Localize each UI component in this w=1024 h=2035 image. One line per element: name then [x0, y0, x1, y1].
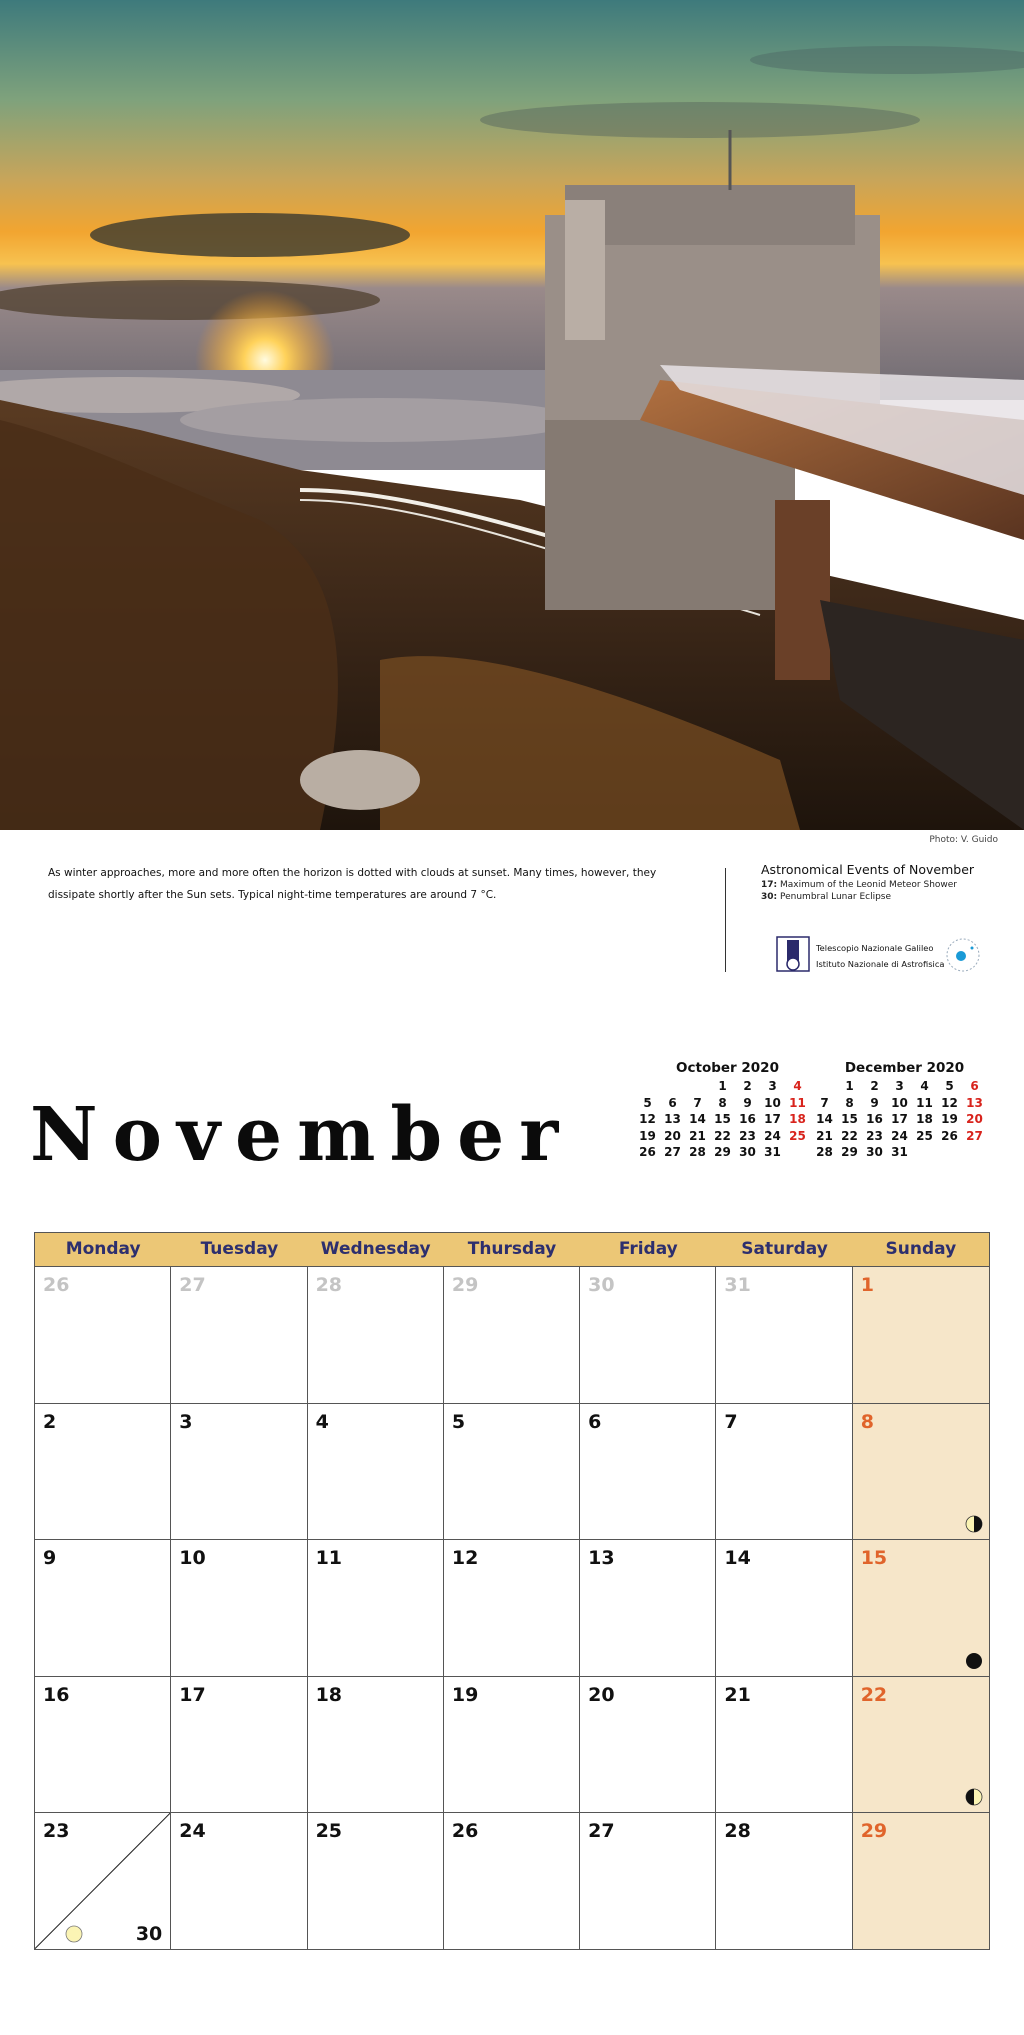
mini-calendar-day: [812, 1078, 837, 1095]
mini-calendar-day: 16: [739, 1112, 756, 1126]
day-cell[interactable]: [716, 1403, 852, 1540]
mini-calendar-day: 15: [841, 1112, 858, 1126]
day-cell[interactable]: [580, 1403, 716, 1540]
mini-calendar-day: 10: [891, 1095, 908, 1110]
day-number: 29: [451, 1274, 479, 1296]
day-number: 29: [860, 1820, 888, 1843]
day-cell[interactable]: [580, 1266, 716, 1403]
day-cell[interactable]: [308, 1403, 444, 1540]
mini-calendar-day: 29: [714, 1145, 731, 1159]
day-number: 1: [860, 1274, 874, 1296]
day-cell[interactable]: [35, 1676, 171, 1813]
day-cell[interactable]: [853, 1812, 989, 1949]
day-cell[interactable]: [444, 1266, 580, 1403]
mini-calendar-day: 6: [668, 1095, 677, 1110]
day-cell[interactable]: [171, 1266, 307, 1403]
day-number: 27: [179, 1274, 206, 1296]
mini-calendar-day: 25: [789, 1128, 806, 1143]
mini-calendar-day: 4: [920, 1079, 929, 1093]
mini-calendar-day: 9: [743, 1095, 752, 1110]
institution-line-1: Telescopio Nazionale Galileo: [816, 943, 934, 953]
mini-calendar-day: 23: [866, 1128, 883, 1143]
day-number: 23: [43, 1820, 70, 1843]
day-cell[interactable]: [716, 1812, 852, 1949]
mini-calendar-day: 5: [945, 1079, 954, 1093]
weekday-label: Friday: [618, 1239, 678, 1259]
day-number: 6: [588, 1410, 602, 1433]
last-quarter-moon-icon: [965, 1515, 983, 1533]
mini-calendar-day: 12: [941, 1095, 958, 1110]
day-number: 25: [315, 1820, 343, 1843]
mini-calendar-day: 27: [966, 1128, 983, 1143]
divider: [725, 868, 726, 972]
mini-calendar-day: 26: [941, 1128, 958, 1143]
events-title: Astronomical Events of November: [761, 862, 975, 877]
mini-calendar-day: 13: [664, 1112, 681, 1126]
mini-calendar-day: 13: [966, 1095, 983, 1110]
mini-calendar-day: 20: [664, 1128, 681, 1143]
mini-calendar-day: 4: [793, 1079, 802, 1093]
day-number: 12: [451, 1547, 479, 1570]
day-cell[interactable]: [171, 1676, 307, 1813]
weekday-header: [35, 1233, 989, 1266]
mini-calendar-day: 29: [841, 1145, 858, 1159]
day-cell[interactable]: [444, 1676, 580, 1813]
mini-calendar-day: 24: [764, 1128, 781, 1143]
mini-calendar-day: 26: [639, 1145, 656, 1159]
day-cell[interactable]: [171, 1403, 307, 1540]
day-number: 13: [588, 1547, 615, 1570]
mini-calendar-day: 8: [718, 1095, 727, 1110]
day-cell[interactable]: [853, 1403, 989, 1540]
mini-calendar-day: [660, 1078, 685, 1095]
day-cell[interactable]: [444, 1539, 580, 1676]
day-cell[interactable]: [308, 1539, 444, 1676]
day-cell[interactable]: [853, 1266, 989, 1403]
mini-calendar-day: 2: [870, 1079, 879, 1093]
day-number: 30: [588, 1274, 615, 1296]
mini-calendar-day: [962, 1144, 987, 1161]
new-moon-icon: [965, 1652, 983, 1670]
day-cell[interactable]: [580, 1539, 716, 1676]
day-cell[interactable]: [853, 1539, 989, 1676]
day-cell[interactable]: [716, 1676, 852, 1813]
day-number: 28: [315, 1274, 343, 1296]
mini-calendar-title: December 2020: [844, 1060, 965, 1076]
mini-calendar-day: 5: [643, 1095, 652, 1110]
mini-calendar-day: [785, 1144, 810, 1161]
day-number: 24: [179, 1820, 206, 1843]
mini-calendar-day: 25: [916, 1128, 933, 1143]
mini-calendar-grid: [635, 1078, 820, 1161]
full-moon-icon: [65, 1925, 83, 1943]
day-cell[interactable]: [308, 1676, 444, 1813]
event-text: Penumbral Lunar Eclipse: [780, 892, 892, 902]
mini-calendar-day: 7: [820, 1095, 829, 1110]
day-number: 20: [588, 1683, 615, 1706]
day-number: 27: [588, 1820, 615, 1843]
month-calendar: [34, 1232, 990, 1950]
day-cell[interactable]: [716, 1539, 852, 1676]
day-number: 26: [451, 1820, 479, 1843]
event-text: Maximum of the Leonid Meteor Shower: [780, 880, 958, 890]
mini-calendar-day: 28: [689, 1145, 706, 1159]
mini-calendar-day: 24: [891, 1128, 908, 1143]
mini-calendar-october: [635, 1060, 820, 1161]
day-cell[interactable]: [308, 1266, 444, 1403]
month-title: November: [30, 1092, 574, 1178]
day-number: 8: [860, 1410, 874, 1433]
day-number: 10: [179, 1547, 206, 1570]
day-cell[interactable]: [580, 1812, 716, 1949]
mini-calendar-day: 31: [891, 1145, 908, 1159]
mini-calendar-day: 7: [693, 1095, 702, 1110]
event-day: 17:: [761, 880, 778, 890]
weekday-label: Saturday: [741, 1239, 828, 1259]
mini-calendar-day: 6: [970, 1079, 979, 1093]
day-cell[interactable]: [35, 1539, 171, 1676]
event-item: [761, 891, 1006, 903]
event-day: 30:: [761, 892, 778, 902]
mini-calendar-day: 10: [764, 1095, 781, 1110]
mini-calendar-day: [912, 1144, 937, 1161]
mini-calendar-day: 19: [639, 1128, 656, 1143]
day-number: 28: [724, 1820, 751, 1843]
mini-calendar-day: 30: [739, 1145, 756, 1159]
tng-logo-icon: [776, 936, 810, 972]
photo-caption: As winter approaches, more and more often the horizon is dotted with clouds at sunset. Many times, however, they dissipate shortly after the Sun sets. Typical night-time temperatures are around 7 °C.: [48, 867, 657, 901]
mini-calendar-day: 22: [714, 1128, 731, 1143]
day-cell[interactable]: [580, 1676, 716, 1813]
day-number: 19: [451, 1683, 479, 1706]
mini-calendar-day: [635, 1078, 660, 1095]
day-number-secondary: 30: [135, 1923, 163, 1945]
mini-calendar-day: 20: [966, 1112, 983, 1126]
day-cell[interactable]: [444, 1812, 580, 1949]
weekday-label: Wednesday: [320, 1239, 431, 1259]
mini-calendar-day: 14: [689, 1112, 706, 1126]
day-number: 16: [43, 1683, 70, 1706]
mini-calendar-day: 17: [764, 1112, 781, 1126]
mini-calendar-grid: [812, 1078, 997, 1161]
mini-calendar-day: 3: [895, 1079, 904, 1093]
day-number: 9: [43, 1547, 57, 1570]
day-cell[interactable]: [171, 1539, 307, 1676]
weekday-label: Sunday: [885, 1239, 957, 1259]
mini-calendar-day: 8: [845, 1095, 854, 1110]
mini-calendar-day: [937, 1144, 962, 1161]
mini-calendar-day: 31: [764, 1145, 781, 1159]
day-number: 7: [724, 1410, 738, 1433]
day-number: 15: [860, 1547, 888, 1570]
mini-calendar-day: 18: [789, 1112, 806, 1126]
weekday-label: Tuesday: [200, 1239, 279, 1259]
mini-calendar-day: 11: [789, 1095, 806, 1110]
day-number: 5: [451, 1410, 466, 1433]
telescope-sunset-photo: [0, 0, 1024, 830]
mini-calendar-day: 27: [664, 1145, 681, 1159]
mini-calendar-day: 30: [866, 1145, 883, 1159]
calendar-grid: [35, 1266, 989, 1949]
mini-calendar-day: 1: [718, 1079, 727, 1093]
mini-calendar-day: 19: [941, 1112, 958, 1126]
day-cell[interactable]: [444, 1403, 580, 1540]
day-number: 31: [724, 1274, 751, 1296]
institution-names: [816, 940, 945, 972]
mini-calendar-day: 18: [916, 1112, 933, 1126]
day-number: 14: [724, 1547, 751, 1570]
weekday-label: Thursday: [467, 1239, 557, 1259]
mini-calendar-december: [812, 1060, 997, 1161]
event-item: [761, 879, 1006, 891]
day-cell[interactable]: [171, 1812, 307, 1949]
institution-line-2: Istituto Nazionale di Astrofisica: [816, 959, 945, 969]
mini-calendar-day: 9: [870, 1095, 879, 1110]
mini-calendar-day: 22: [841, 1128, 858, 1143]
day-cell[interactable]: [716, 1266, 852, 1403]
day-number: 17: [179, 1683, 206, 1706]
day-cell[interactable]: [308, 1812, 444, 1949]
day-number: 18: [315, 1683, 343, 1706]
day-number: 11: [315, 1547, 343, 1570]
mini-calendar-day: 23: [739, 1128, 756, 1143]
mini-calendar-day: 21: [816, 1128, 833, 1143]
day-cell[interactable]: [35, 1403, 171, 1540]
day-number: 26: [43, 1274, 70, 1296]
day-number: 2: [43, 1410, 57, 1433]
mini-calendar-day: 14: [816, 1112, 833, 1126]
mini-calendar-title: October 2020: [676, 1060, 779, 1076]
inaf-logo-icon: [945, 937, 981, 973]
mini-calendar-day: 15: [714, 1112, 731, 1126]
day-number: 3: [179, 1410, 193, 1433]
mini-calendar-day: 28: [816, 1145, 833, 1159]
mini-calendar-day: 3: [768, 1079, 777, 1093]
day-number: 21: [724, 1683, 751, 1706]
day-number: 4: [315, 1410, 329, 1433]
day-cell[interactable]: [35, 1266, 171, 1403]
weekday-label: Monday: [65, 1239, 141, 1259]
mini-calendar-day: 12: [639, 1112, 656, 1126]
mini-calendar-day: [685, 1078, 710, 1095]
mini-calendar-day: 2: [743, 1079, 752, 1093]
mini-calendar-day: 16: [866, 1112, 883, 1126]
day-cell[interactable]: [853, 1676, 989, 1813]
mini-calendar-day: 1: [845, 1079, 854, 1093]
day-cell[interactable]: [35, 1812, 171, 1949]
photo-credit: Photo: V. Guido: [929, 835, 998, 845]
mini-calendar-day: 11: [916, 1095, 933, 1110]
astronomical-events: [761, 862, 1006, 903]
institution-logos: [776, 936, 981, 976]
mini-calendar-day: 17: [891, 1112, 908, 1126]
first-quarter-moon-icon: [965, 1788, 983, 1806]
mini-calendar-day: 21: [689, 1128, 706, 1143]
day-number: 22: [860, 1683, 888, 1706]
